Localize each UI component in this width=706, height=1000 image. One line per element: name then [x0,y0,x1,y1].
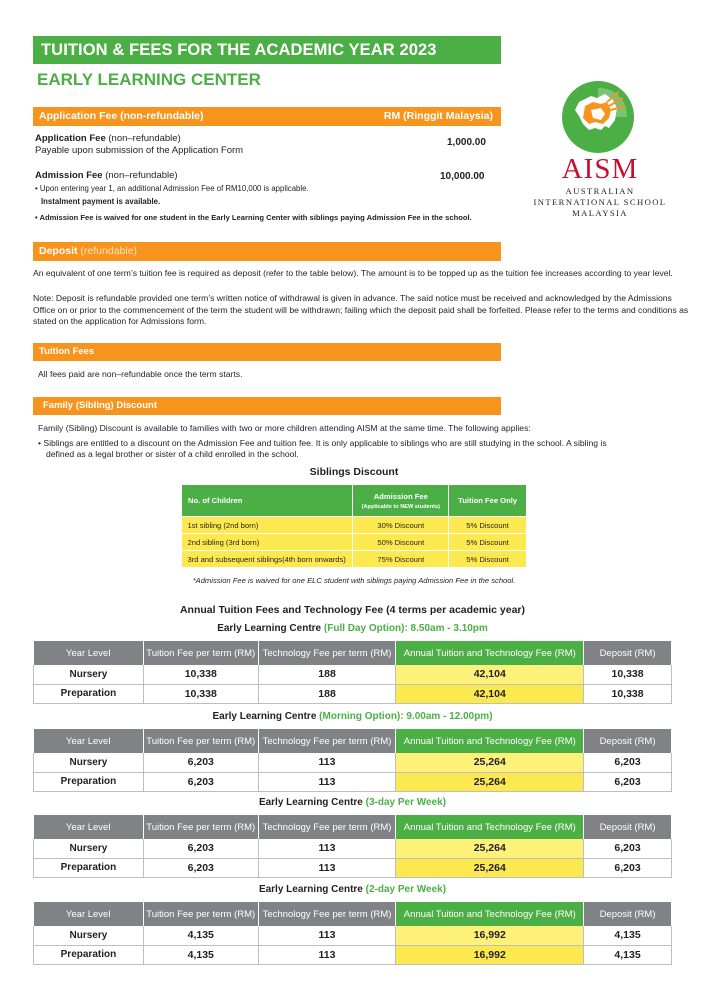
fee-col-header: Tuition Fee per term (RM) [143,902,258,926]
sibling-cell: 3rd and subsequent siblings(4th born onwards) [182,551,353,568]
fee-cell: 6,203 [584,753,672,772]
fee-col-header: Year Level [34,641,144,665]
application-fee-desc: Payable upon submission of the Application Form [35,145,244,156]
deposit-paragraph-2: Note: Deposit is refundable provided one term’s written notice of withdrawal is given in advance. The said notice must be received and acknowledged by the Admissions Office on or prior to the commencement of the term the student will be withdrawn; failing which the deposit paid shall be forfeited. Please refer to the terms and conditions as stated on the application for Admissions form. [33,293,689,326]
siblings-discount-table [181,484,527,568]
deposit-bar-label: Deposit [39,245,78,257]
fee-cell: Preparation [34,858,144,877]
fee-cell: Nursery [34,926,144,945]
fee-cell: 6,203 [584,858,672,877]
fee-cell: 16,992 [396,926,584,945]
fee-cell: 4,135 [143,926,258,945]
table-row [182,534,527,551]
fee-col-header: Annual Tuition and Technology Fee (RM) [396,902,584,926]
fee-cell: 4,135 [584,945,672,964]
table-row [34,772,672,791]
logo-line-3: MALAYSIA [572,208,628,218]
admission-bullet-2: • Admission Fee is waived for one student in the Early Learning Center with siblings paying Admission Fee in the school. [35,213,472,222]
col-header-children: No. of Children [182,485,353,517]
section-subtitle: EARLY LEARNING CENTER [37,70,261,89]
fee-cell: 113 [258,858,396,877]
table-row [34,665,672,684]
fee-cell: 6,203 [143,858,258,877]
fee-cell: 113 [258,753,396,772]
fee-cell: Nursery [34,665,144,684]
admission-header-note: (Applicable to NEW students) [361,503,440,510]
fee-col-header: Tuition Fee per term (RM) [143,729,258,753]
fee-cell: 16,992 [396,945,584,964]
logo-line-1: AUSTRALIAN [565,186,635,196]
fee-cell: 10,338 [584,665,672,684]
sibling-cell: 30% Discount [353,517,449,534]
fee-col-header: Technology Fee per term (RM) [258,641,396,665]
fee-cell: 6,203 [143,753,258,772]
sibling-cell: 75% Discount [353,551,449,568]
deposit-paragraph-1: An equivalent of one term’s tuition fee is required as deposit (refer to the table below). The amount is to be topped up as the tuition fee increases according to year level. [33,268,673,278]
fee-cell: 10,338 [143,684,258,703]
fee-table [33,729,672,792]
application-fee-bar [33,107,501,126]
admission-fee-label: Admission Fee [35,170,103,181]
fee-cell: 188 [258,665,396,684]
fee-cell: 42,104 [396,665,584,684]
fee-col-header: Deposit (RM) [584,902,672,926]
fee-col-header: Annual Tuition and Technology Fee (RM) [396,641,584,665]
sibling-intro: Family (Sibling) Discount is available to families with two or more children attending AISM at the same time. The following applies: [38,423,531,433]
admission-fee-note: (non–refundable) [102,170,178,181]
sibling-cell: 2nd sibling (3rd born) [182,534,353,551]
fee-cell: 25,264 [396,753,584,772]
fee-col-header: Deposit (RM) [584,641,672,665]
fee-cell: 10,338 [584,684,672,703]
sibling-cell: 5% Discount [449,534,527,551]
sibling-cell: 5% Discount [449,551,527,568]
admission-fee-amount: 10,000.00 [440,171,485,182]
fee-cell: 10,338 [143,665,258,684]
fee-col-header: Technology Fee per term (RM) [258,815,396,839]
admission-fee-row [35,170,178,182]
application-fee-row [35,133,243,157]
fee-cell: 6,203 [143,839,258,858]
fee-cell: 188 [258,684,396,703]
fee-cell: 113 [258,772,396,791]
fee-col-header: Year Level [34,902,144,926]
fee-cell: 113 [258,839,396,858]
logo-line-2: INTERNATIONAL SCHOOL [533,197,667,207]
fee-section-caption: Early Learning Centre (Full Day Option): 8.50am - 3.10pm [217,623,488,634]
table-row [182,517,527,534]
col-header-tuition: Tuition Fee Only [449,485,527,517]
tuition-fees-bar: Tuition Fees [33,343,501,361]
siblings-table-title: Siblings Discount [309,466,399,478]
fee-col-header: Annual Tuition and Technology Fee (RM) [396,729,584,753]
fee-cell: 42,104 [396,684,584,703]
application-bar-label: Application Fee (non-refundable) [39,110,204,122]
sibling-bullet-cont: defined as a legal brother or sister of a child enrolled in the school. [46,449,299,459]
col-header-admission [353,485,449,517]
deposit-bar [33,242,501,261]
sibling-cell: 1st sibling (2nd born) [182,517,353,534]
page-title: TUITION & FEES FOR THE ACADEMIC YEAR 2023 [33,36,501,64]
fee-col-header: Annual Tuition and Technology Fee (RM) [396,815,584,839]
fee-cell: 6,203 [584,772,672,791]
fee-col-header: Tuition Fee per term (RM) [143,815,258,839]
table-row [34,926,672,945]
tuition-fees-text: All fees paid are non–refundable once the term starts. [38,369,243,379]
sibling-bullet: • Siblings are entitled to a discount on the Admission Fee and tuition fee. It is only applicable to siblings who are still studying in the school. A sibling is [38,438,607,448]
fee-cell: 6,203 [584,839,672,858]
fee-cell: 113 [258,945,396,964]
fee-cell: Preparation [34,684,144,703]
table-row [182,551,527,568]
table-row [34,945,672,964]
sibling-cell: 5% Discount [449,517,527,534]
fee-table [33,815,672,878]
fee-section-caption: Early Learning Centre (Morning Option): 9.00am - 12.00pm) [212,711,493,722]
fee-col-header: Technology Fee per term (RM) [258,902,396,926]
fee-col-header: Year Level [34,729,144,753]
deposit-bar-note: (refundable) [77,245,138,257]
logo-wordmark: AISM [561,153,639,185]
admission-header-label: Admission Fee [373,491,428,501]
fee-cell: Preparation [34,945,144,964]
currency-label: RM (Ringgit Malaysia) [383,110,493,122]
fee-cell: 25,264 [396,839,584,858]
aism-emblem-icon [561,80,635,154]
fee-col-header: Deposit (RM) [584,815,672,839]
fee-col-header: Tuition Fee per term (RM) [143,641,258,665]
fee-section-caption: Early Learning Centre (3-day Per Week) [258,797,447,808]
fee-cell: 113 [258,926,396,945]
fee-table [33,902,672,965]
fee-section-caption: Early Learning Centre (2-day Per Week) [258,884,447,895]
annual-fees-heading: Annual Tuition Fees and Technology Fee (4 terms per academic year) [179,604,526,616]
fee-cell: 4,135 [584,926,672,945]
admission-bullet-1: • Upon entering year 1, an additional Admission Fee of RM10,000 is applicable. [35,184,309,193]
fee-col-header: Deposit (RM) [584,729,672,753]
table-row [34,858,672,877]
fee-col-header: Technology Fee per term (RM) [258,729,396,753]
fee-col-header: Year Level [34,815,144,839]
sibling-footnote: *Admission Fee is waived for one ELC student with siblings paying Admission Fee in the school. [192,576,516,585]
fee-cell: Nursery [34,753,144,772]
fee-table [33,641,672,704]
instalment-note: Instalment payment is available. [41,197,161,206]
fee-cell: 4,135 [143,945,258,964]
application-fee-note: (non–refundable) [105,133,181,144]
table-row [34,753,672,772]
sibling-discount-bar: Family (Sibling) Discount [33,397,501,415]
application-fee-amount: 1,000.00 [447,137,486,148]
sibling-cell: 50% Discount [353,534,449,551]
table-row [34,839,672,858]
table-row [34,684,672,703]
fee-cell: Nursery [34,839,144,858]
fee-cell: 6,203 [143,772,258,791]
fee-cell: 25,264 [396,858,584,877]
fee-cell: Preparation [34,772,144,791]
fee-cell: 25,264 [396,772,584,791]
application-fee-label: Application Fee [35,133,106,144]
